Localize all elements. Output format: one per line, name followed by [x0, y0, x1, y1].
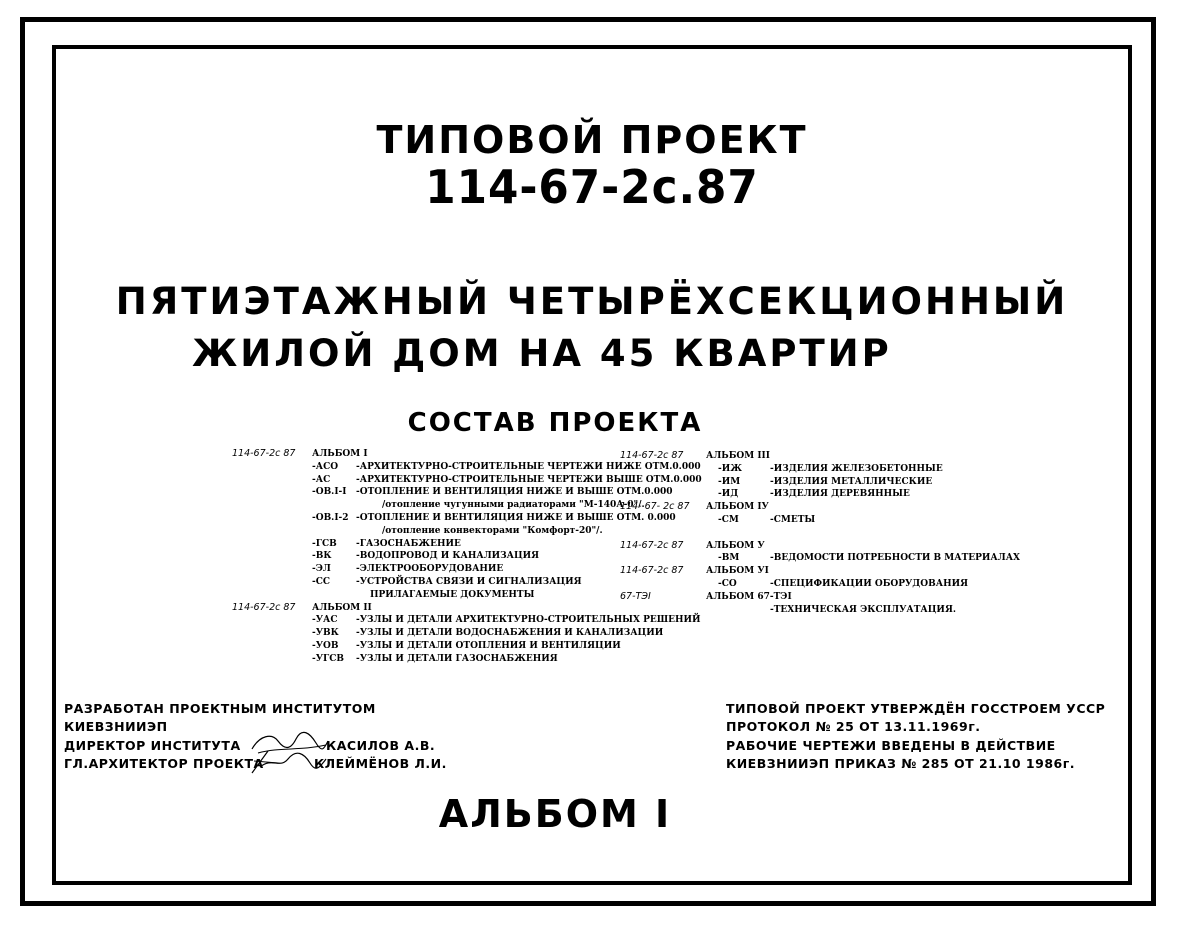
composition-mark: АЛЬБОМ IУ [706, 502, 769, 513]
composition-row [232, 614, 701, 627]
director-role: ДИРЕКТОР ИНСТИТУТА [64, 737, 241, 753]
composition-row [232, 512, 676, 525]
composition-desc: -СМЕТЫ [770, 514, 816, 525]
composition-mark: -ИД [718, 489, 739, 500]
composition-desc: -АРХИТЕКТУРНО-СТРОИТЕЛЬНЫЕ ЧЕРТЕЖИ НИЖЕ ОТМ.0.000 [356, 461, 701, 472]
composition-desc: /отопление конвекторами "Комфорт-20"/. [382, 525, 603, 536]
header-line-1: ТИПОВОЙ ПРОЕКТ [376, 118, 808, 162]
composition-heading: СОСТАВ ПРОЕКТА [407, 408, 703, 438]
composition-code: 114-67-2с 87 [232, 601, 296, 613]
composition-mark: АЛЬБОМ I [312, 449, 368, 459]
composition-desc: -СПЕЦИФИКАЦИИ ОБОРУДОВАНИЯ [770, 578, 969, 589]
architect-role: ГЛ.АРХИТЕКТОР ПРОЕКТА [64, 756, 264, 772]
director-name: КАСИЛОВ А.В. [326, 737, 436, 753]
composition-desc: /отопление чугунными радиаторами "М-140А-0"/. [382, 500, 645, 511]
composition-desc: ПРИЛАГАЕМЫЕ ДОКУМЕНТЫ [370, 589, 535, 600]
composition-row [620, 565, 960, 578]
composition-row [232, 602, 612, 615]
composition-row [620, 463, 960, 476]
developer-line: РАЗРАБОТАН ПРОЕКТНЫМ ИНСТИТУТОМ [64, 701, 376, 716]
composition-mark: -УВК [312, 628, 339, 639]
composition-mark: -ОВ.I-2 [312, 512, 349, 523]
title-line-2: ЖИЛОЙ ДОМ НА 45 КВАРТИР [192, 332, 892, 375]
composition-row [232, 550, 612, 563]
composition-mark: -СМ [718, 514, 739, 525]
composition-row [620, 514, 960, 527]
composition-mark: -ГСВ [312, 538, 337, 549]
composition-desc: -ОТОПЛЕНИЕ И ВЕНТИЛЯЦИЯ НИЖЕ И ВЫШЕ ОТМ. 0.000 [356, 512, 676, 523]
composition-mark: -УГСВ [312, 653, 345, 664]
composition-code: 114-67-2с 87 [620, 565, 684, 577]
composition-mark: -ВК [312, 551, 332, 562]
composition-row [232, 486, 673, 499]
composition-mark: -ИЖ [718, 463, 743, 474]
composition-mark: -ИМ [718, 476, 741, 487]
composition-row [232, 653, 612, 666]
title-line-1: ПЯТИЭТАЖНЫЙ ЧЕТЫРЁХСЕКЦИОННЫЙ [115, 280, 1069, 323]
approval-line: ТИПОВОЙ ПРОЕКТ УТВЕРЖДЁН ГОССТРОЕМ УССР [726, 701, 1106, 716]
composition-mark: -АС [312, 474, 331, 485]
composition-code: 67-ТЭI [620, 590, 651, 602]
composition-desc: -УЗЛЫ И ДЕТАЛИ ОТОПЛЕНИЯ И ВЕНТИЛЯЦИИ [356, 640, 621, 651]
composition-desc: -ИЗДЕЛИЯ МЕТАЛЛИЧЕСКИЕ [770, 476, 933, 487]
composition-row [620, 604, 960, 617]
composition-desc: -ВОДОПРОВОД И КАНАЛИЗАЦИЯ [356, 551, 540, 562]
composition-row [232, 627, 664, 640]
footer-left [64, 700, 447, 774]
composition-desc: -АРХИТЕКТУРНО-СТРОИТЕЛЬНЫЕ ЧЕРТЕЖИ ВЫШЕ ОТМ.0.000 [356, 474, 702, 485]
architect-name: КЛЕЙМЁНОВ Л.И. [314, 756, 447, 772]
composition-row [620, 476, 960, 489]
composition-mark: -СО [718, 578, 737, 589]
architect-row [64, 755, 447, 773]
composition-row [620, 540, 960, 553]
composition-desc: -ОТОПЛЕНИЕ И ВЕНТИЛЯЦИЯ НИЖЕ И ВЫШЕ ОТМ.0.000 [356, 487, 673, 498]
composition-desc: -ЭЛЕКТРООБОРУДОВАНИЕ [356, 564, 504, 575]
composition-code: 114-67-2с 87 [620, 539, 684, 551]
composition-mark: -ВМ [718, 553, 740, 564]
composition-row [232, 576, 612, 589]
composition-code: 114-67-2с 87 [232, 448, 296, 459]
composition-row [232, 640, 621, 653]
composition-row [232, 499, 645, 512]
composition-row [620, 450, 960, 463]
composition-row [620, 578, 969, 591]
composition-code: 114- 67- 2с 87 [620, 501, 690, 513]
composition-code: 114-67-2с 87 [620, 450, 684, 461]
composition-mark: -УОВ [312, 640, 339, 651]
composition-row [620, 488, 960, 501]
composition-mark: АЛЬБОМ У [706, 540, 765, 551]
composition-mark: -АСО [312, 461, 339, 472]
composition-row [232, 563, 612, 576]
protocol-line: ПРОТОКОЛ № 25 ОТ 13.11.1969г. [726, 719, 981, 735]
order-line: КИЕВЗНИИЭП ПРИКАЗ № 285 ОТ 21.10 1986г. [726, 756, 1076, 772]
composition-mark: АЛЬБОМ III [706, 451, 770, 461]
composition-mark: -УАС [312, 615, 338, 626]
composition-desc: -ТЕХНИЧЕСКАЯ ЭКСПЛУАТАЦИЯ. [770, 604, 957, 615]
director-row [64, 737, 436, 755]
composition-desc: -УСТРОЙСТВА СВЯЗИ И СИГНАЛИЗАЦИЯ [356, 576, 582, 587]
composition-desc: -ГАЗОСНАБЖЕНИЕ [356, 538, 461, 549]
institute-name: КИЕВЗНИИЭП [64, 719, 168, 735]
composition-desc: -ИЗДЕЛИЯ ДЕРЕВЯННЫЕ [770, 489, 910, 500]
project-number: 114-67-2с.87 [425, 160, 759, 214]
composition-desc: -УЗЛЫ И ДЕТАЛИ ВОДОСНАБЖЕНИЯ И КАНАЛИЗАЦИИ [356, 628, 664, 639]
composition-desc: -ИЗДЕЛИЯ ЖЕЛЕЗОБЕТОННЫЕ [770, 463, 943, 474]
composition-desc: -УЗЛЫ И ДЕТАЛИ АРХИТЕКТУРНО-СТРОИТЕЛЬНЫХ РЕШЕНИЙ [356, 615, 701, 626]
composition-mark: АЛЬБОМ УI [706, 566, 769, 577]
composition-desc: -УЗЛЫ И ДЕТАЛИ ГАЗОСНАБЖЕНИЯ [356, 653, 558, 664]
album-label: АЛЬБОМ I [438, 792, 672, 836]
footer-right [726, 700, 1105, 774]
composition-row [232, 461, 701, 474]
enactment-line: РАБОЧИЕ ЧЕРТЕЖИ ВВЕДЕНЫ В ДЕЙСТВИЕ [726, 737, 1056, 753]
composition-mark: АЛЬБОМ II [312, 602, 372, 613]
composition-row [232, 448, 612, 461]
composition-mark: -СС [312, 576, 331, 587]
composition-row [232, 474, 702, 487]
composition-row [232, 538, 612, 551]
composition-row [620, 501, 960, 514]
composition-mark: -ОВ.I-I [312, 487, 347, 498]
composition-mark: АЛЬБОМ 67-ТЭI [706, 591, 792, 602]
composition-row [620, 591, 960, 604]
composition-row [620, 527, 960, 540]
composition-row [232, 589, 612, 602]
composition-mark: -ЭЛ [312, 564, 331, 575]
composition-right-list [620, 450, 1021, 616]
composition-row [620, 552, 1021, 565]
composition-row [232, 525, 612, 538]
composition-desc: -ВЕДОМОСТИ ПОТРЕБНОСТИ В МАТЕРИАЛАХ [770, 553, 1021, 564]
